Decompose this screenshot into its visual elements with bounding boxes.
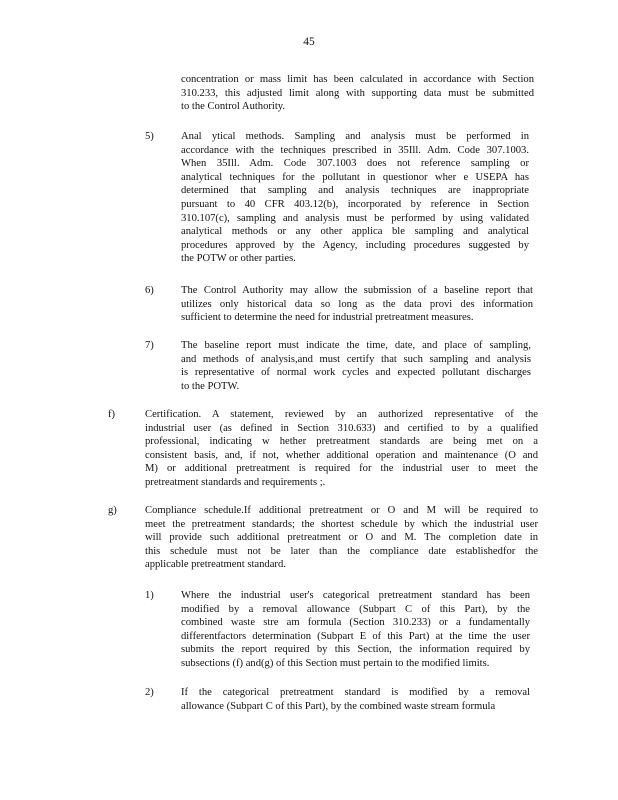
- text-line: modified by a removal allowance (Subpart C of this Part), by the: [181, 603, 530, 615]
- text-line: the POTW or other parties.: [181, 253, 296, 265]
- text-line: applicable pretreatment standard.: [145, 559, 286, 571]
- text-line: determined that sampling and analysis techniques are inappropriate: [181, 185, 529, 197]
- text-line: pretreatment standards and requirements ;.: [145, 477, 326, 488]
- text-line: procedures approved by the Agency, including procedures suggested by: [181, 239, 529, 251]
- text-line: professional, indicating w hether pretreatment standards are being met on a: [145, 436, 538, 448]
- page-number: 45: [303, 36, 315, 48]
- text-line: Compliance schedule.If additional pretreatment or O and M will be required to: [145, 505, 538, 516]
- text-line: subsections (f) and(g) of this Section must pertain to the modified limits.: [181, 658, 490, 669]
- text-line: differentfactors determination (Subpart E of this Part) at the time the user: [181, 630, 530, 642]
- text-line: concentration or mass limit has been calculated in accordance with Section: [181, 74, 534, 85]
- list-marker: 1): [145, 590, 154, 601]
- text-line: 310.107(c), sampling and analysis must be performed by using validated: [181, 212, 529, 224]
- text-line: analytical techniques for the pollutant in questionor wher e USEPA has: [181, 171, 529, 183]
- text-line: sufficient to determine the need for industrial pretreatment measures.: [181, 312, 474, 324]
- text-line: submits the report required by this Section, the information required by: [181, 644, 530, 656]
- text-line: 310.233, this adjusted limit along with supporting data must be submitted: [181, 87, 534, 99]
- text-line: The baseline report must indicate the time, date, and place of sampling,: [181, 340, 531, 351]
- text-line: Anal ytical methods. Sampling and analysis must be performed in: [181, 131, 529, 142]
- text-line: M) or additional pretreatment is required for the industrial user to meet the: [145, 463, 538, 475]
- text-line: combined waste stre am formula (Section 310.233) or a fundamentally: [181, 617, 530, 629]
- text-line: Where the industrial user's categorical pretreatment standard has been: [181, 590, 530, 601]
- text-line: consistent basis, and, if not, whether additional operation and maintenance (O and: [145, 449, 538, 461]
- text-line: analytical methods or any other applica ble sampling and analytical: [181, 226, 529, 238]
- text-line: Certification. A statement, reviewed by an authorized representative of the: [145, 409, 538, 420]
- list-marker: 7): [145, 340, 154, 351]
- list-marker: g): [108, 505, 117, 516]
- text-line: is representative of normal work cycles and expected pollutant discharges: [181, 367, 531, 379]
- text-line: The Control Authority may allow the submission of a baseline report that: [181, 285, 533, 296]
- text-line: and methods of analysis,and must certify that such sampling and analysis: [181, 353, 531, 365]
- text-line: pursuant to 40 CFR 403.12(b), incorporated by reference in Section: [181, 199, 529, 210]
- text-line: allowance (Subpart C of this Part), by the combined waste stream formula: [181, 700, 496, 712]
- text-line: meet the pretreatment standards; the shortest schedule by which the industrial user: [145, 518, 538, 530]
- text-line: industrial user (as defined in Section 310.633) and certified to by a qualified: [145, 422, 538, 434]
- text-line: will provide such additional pretreatment or O and M. The completion date in: [145, 532, 538, 544]
- text-line: When 35Ill. Adm. Code 307.1003 does not reference sampling or: [181, 158, 529, 170]
- text-line: to the POTW.: [181, 380, 240, 392]
- list-marker: 2): [145, 687, 154, 698]
- list-marker: 5): [145, 131, 154, 142]
- list-marker: f): [108, 409, 116, 420]
- text-line: utilizes only historical data so long as the data provi des information: [181, 298, 533, 310]
- text-line: to the Control Authority.: [181, 101, 286, 113]
- text-line: this schedule must not be later than the compliance date establishedfor the: [145, 545, 538, 557]
- text-line: If the categorical pretreatment standard is modified by a removal: [181, 687, 530, 698]
- list-marker: 6): [145, 285, 154, 296]
- text-line: accordance with the techniques prescribed in 35Ill. Adm. Code 307.1003.: [181, 144, 529, 156]
